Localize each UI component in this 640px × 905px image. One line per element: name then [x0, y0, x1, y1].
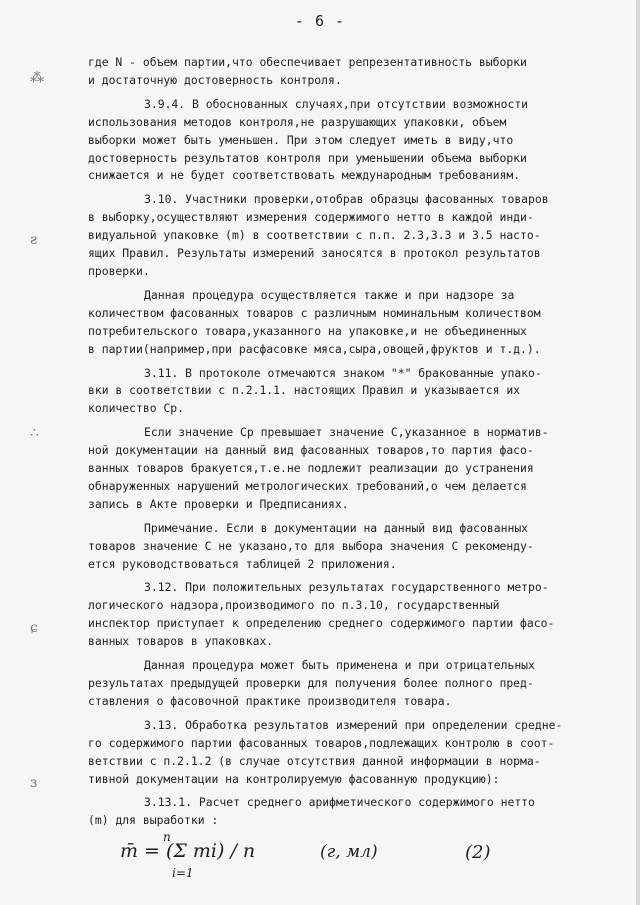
text-line: ящих Правил. Результаты измерений заносятся в протокол результатов — [88, 246, 541, 261]
text-line: вки в соответствии с п.2.1.1. настоящих Правил и указывается их — [88, 383, 521, 398]
text-line: ванных товаров в упаковках. — [88, 634, 274, 649]
text-line: количество Ср. — [88, 401, 185, 416]
scan-edge — [636, 0, 640, 905]
text-line: ветствии с п.2.1.2 (в случае отсутствия данной информации в норма- — [88, 753, 541, 768]
text-line: 3.9.4. В обоснованных случаях,при отсутствии возможности — [144, 96, 529, 111]
paragraph — [88, 191, 608, 281]
paragraph — [88, 54, 608, 90]
paragraph — [88, 794, 608, 830]
text-line: Данная процедура может быть применена и при отрицательных — [144, 658, 535, 673]
text-line: и достаточную достоверность контроля. — [88, 72, 342, 87]
document-body — [88, 54, 608, 836]
formula-main: m̄ = (Σ mi) / n — [120, 840, 256, 862]
text-line: ванных товаров бракуется,т.е.не подлежит реализации до устранения — [88, 461, 534, 476]
text-line: проверки. — [88, 263, 150, 278]
text-line: логического надзора,производимого по п.3.10, государственный — [88, 598, 500, 613]
text-line: Если значение Ср превышает значение С,указанное в норматив- — [144, 425, 549, 440]
text-line: ставления о фасовочной практике производителя товара. — [88, 693, 452, 708]
margin-mark: ɕ — [30, 620, 38, 636]
page-number: - 6 - — [294, 12, 346, 30]
paragraph — [88, 96, 608, 186]
text-line: Примечание. Если в документации на данный вид фасованных — [144, 520, 529, 535]
text-line: (m) для выработки : — [88, 813, 219, 828]
formula-number: (2) — [465, 842, 491, 863]
paragraph — [88, 424, 608, 514]
text-line: снижается и не будет соответствовать международным требованиям. — [88, 168, 521, 183]
text-line: видуальной упаковке (m) в соответствии с п.п. 2.3,3.3 и 3.5 насто- — [88, 228, 541, 243]
text-line: инспектор приступает к определению среднего содержимого партии фасо- — [88, 616, 555, 631]
text-line: ется руководствоваться таблицей 2 приложения. — [88, 556, 397, 571]
paragraph — [88, 287, 608, 359]
margin-mark: ⁂ — [30, 70, 44, 86]
margin-mark: ∴ — [30, 425, 39, 441]
text-line: потребительского товара,указанного на упаковке,и не объединенных — [88, 323, 527, 338]
text-line: обнаруженных нарушений метрологических требований,о чем делается — [88, 478, 527, 493]
text-line: товаров значение С не указано,то для выбора значения С рекоменду- — [88, 538, 534, 553]
text-line: запись в Акте проверки и Предписаниях. — [88, 496, 349, 511]
formula-unit: (г, мл) — [320, 842, 378, 862]
paragraph — [88, 657, 608, 711]
text-line: 3.11. В протоколе отмечаются знаком "*" бракованные упако- — [144, 365, 542, 380]
text-line: в выборку,осуществляют измерения содержимого нетто в каждой инди- — [88, 210, 534, 225]
formula-lower-limit: i=1 — [172, 866, 194, 880]
text-line: выборки может быть уменьшен. При этом следует иметь в виду,что — [88, 132, 514, 147]
text-line: количеством фасованных товаров с различным номинальным количеством — [88, 305, 541, 320]
text-line: 3.13. Обработка результатов измерений при определении средне- — [144, 717, 563, 732]
text-line: 3.10. Участники проверки,отобрав образцы фасованных товаров — [144, 192, 549, 207]
text-line: в партии(например,при расфасовке мяса,сыра,овощей,фруктов и т.д.). — [88, 341, 541, 356]
text-line: ной документации на данный вид фасованных товаров,то партия фасо- — [88, 443, 534, 458]
text-line: Данная процедура осуществляется также и при надзоре за — [144, 287, 515, 302]
margin-mark: ɜ — [30, 775, 38, 791]
text-line: 3.12. При положительных результатах государственного метро- — [144, 580, 549, 595]
text-line: тивной документации на контролируемую фасованную продукцию): — [88, 771, 500, 786]
text-line: результатах предыдущей проверки для получения более полного пред- — [88, 676, 534, 690]
paragraph — [88, 520, 608, 574]
text-line: 3.13.1. Расчет среднего арифметического содержимого нетто — [144, 795, 535, 810]
margin-mark: ƨ — [30, 232, 38, 248]
formula-block — [120, 832, 540, 882]
formula-upper-limit: n — [163, 830, 171, 844]
paragraph — [88, 365, 608, 419]
text-line: где N - объем партии,что обеспечивает репрезентативность выборки — [88, 55, 527, 69]
text-line: го содержимого партии фасованных товаров,подлежащих контролю в соот- — [88, 735, 555, 750]
text-line: использования методов контроля,не разрушающих упаковки, объем — [88, 114, 507, 129]
paragraph — [88, 579, 608, 651]
paragraph — [88, 717, 608, 789]
text-line: достоверность результатов контроля при уменьшении объема выборки — [88, 150, 527, 165]
